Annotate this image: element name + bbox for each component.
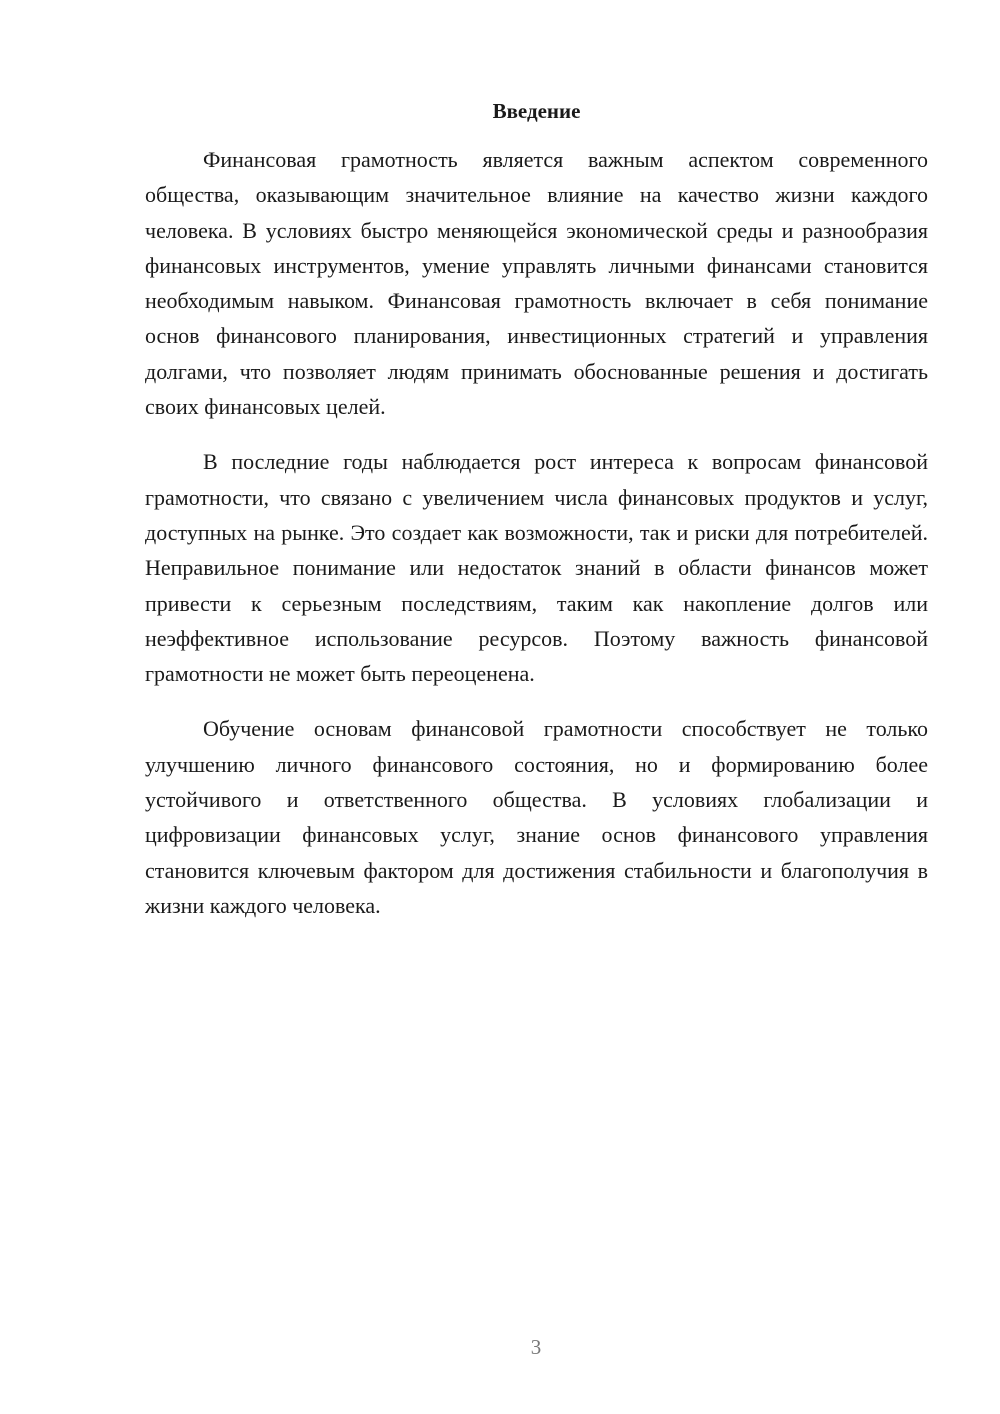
paragraph-2: В последние годы наблюдается рост интереса к вопросам финансовой грамотности, что связано с увеличением числа финансовых продуктов и услуг, доступных на рынке. Это создает как возможности, так и риски для потребителей. Неправильное понимание или недостаток знаний в области финансов может привести к серьезным последствиям, таким как накопление долгов или неэффективное использование ресурсов. Поэтому важность финансовой грамотности не может быть переоценена. [145,449,928,687]
body-text [145,142,928,923]
paragraph-1: Финансовая грамотность является важным аспектом современного общества, оказывающим значительное влияние на качество жизни каждого человека. В условиях быстро меняющейся экономической среды и разнообразия финансовых инструментов, умение управлять личными финансами становится необходимым навыком. Финансовая грамотность включает в себя понимание основ финансового планирования, инвестиционных стратегий и управления долгами, что позволяет людям принимать обоснованные решения и достигать своих финансовых целей. [145,147,928,420]
page-number: 3 [530,1335,542,1359]
paragraph-3: Обучение основам финансовой грамотности способствует не только улучшению личного финансового состояния, но и формированию более устойчивого и ответственного общества. В условиях глобализации и цифровизации финансовых услуг, знание основ финансового управления становится ключевым фактором для достижения стабильности и благополучия в жизни каждого человека. [145,716,928,918]
section-title: Введение [492,99,581,123]
